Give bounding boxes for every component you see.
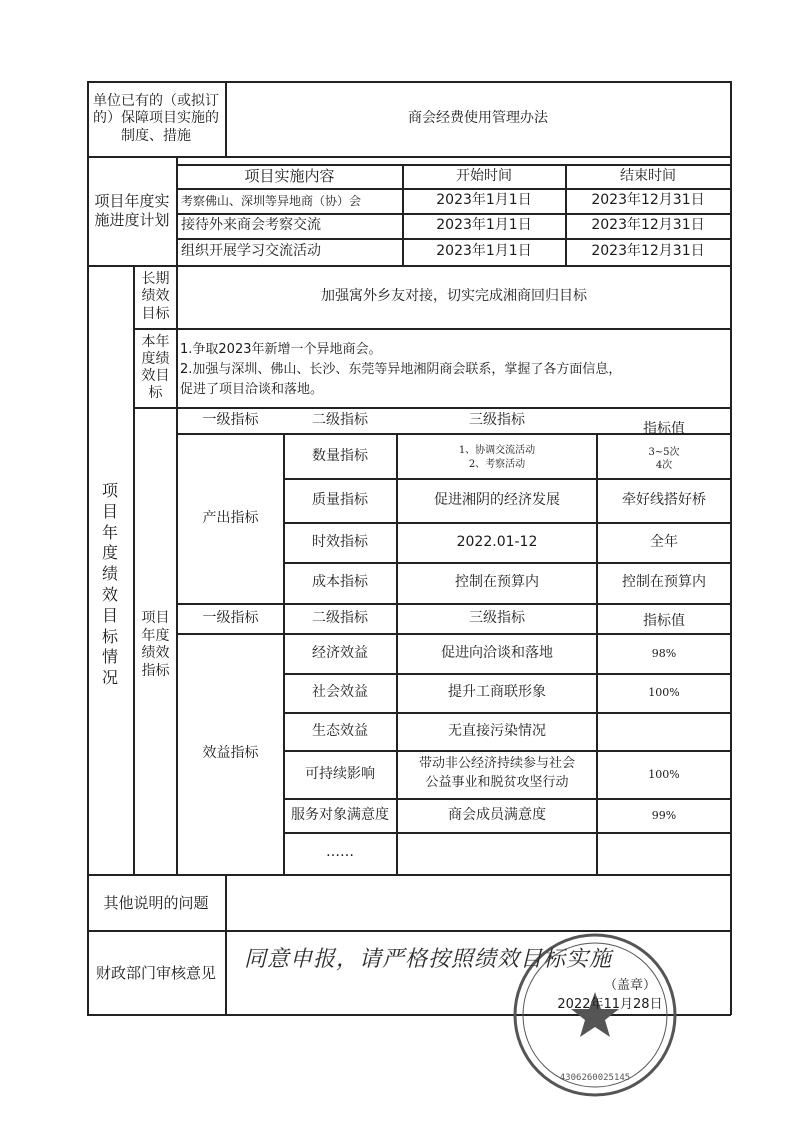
- schedule-header-start: 开始时间: [456, 167, 512, 184]
- timeliness-level2: 时效指标: [312, 533, 368, 550]
- quantity-level2: 数量指标: [312, 447, 368, 464]
- annual-goal-line: 1.争取2023年新增一个异地商会。: [180, 341, 382, 357]
- social-level3: 提升工商联形象: [448, 684, 546, 701]
- header-level3: 三级指标: [469, 411, 525, 428]
- timeliness-value: 全年: [650, 533, 678, 550]
- col-divider: [225, 874, 227, 1015]
- header-level1: 一级指标: [202, 609, 259, 626]
- schedule-row-end: 2023年12月31日: [591, 243, 705, 260]
- table-right-border: [730, 81, 732, 1015]
- col-divider: [176, 265, 178, 408]
- benefit-level1: 效益指标: [202, 745, 259, 762]
- schedule-header-content: 项目实施内容: [244, 167, 335, 186]
- table-top-border: [87, 81, 731, 83]
- quantity-value-a: 3~5次: [648, 447, 680, 459]
- review-label: 财政部门审核意见: [95, 963, 216, 982]
- social-value: 100%: [648, 686, 680, 700]
- quality-value: 牵好线搭好桥: [622, 491, 706, 508]
- cost-value: 控制在预算内: [622, 574, 706, 591]
- annual-goal-label: 本年度绩效目标: [141, 334, 170, 401]
- header-value: 指标值: [643, 612, 685, 629]
- row-divider: [133, 328, 731, 330]
- social-level2: 社会效益: [312, 684, 368, 701]
- stamp-label: （盖章）: [603, 977, 656, 993]
- sustainable-level2: 可持续影响: [305, 765, 375, 782]
- col-divider: [133, 265, 135, 875]
- quality-level3: 促进湘阴的经济发展: [434, 491, 560, 508]
- cost-level2: 成本指标: [312, 574, 368, 591]
- ellipsis-cell: ……: [326, 844, 354, 861]
- schedule-row-end: 2023年12月31日: [591, 192, 705, 209]
- quantity-level3-a: 1、协调交流活动: [458, 444, 536, 456]
- long-term-goal-value: 加强寓外乡友对接，切实完成湘商回归目标: [321, 288, 587, 305]
- schedule-row-start: 2023年1月1日: [436, 217, 532, 234]
- row-divider: [87, 265, 731, 267]
- col-divider: [402, 164, 404, 266]
- col-divider: [176, 407, 178, 875]
- row-divider: [87, 874, 731, 876]
- seal-number: 4306260025145: [559, 1073, 631, 1083]
- long-term-goal-label: 长期绩效目标: [141, 270, 170, 322]
- other-notes-value: [228, 877, 728, 929]
- header-value: 指标值: [643, 420, 685, 437]
- sustainable-level3-a: 带动非公经济持续参与社会: [418, 756, 575, 772]
- cost-level3: 控制在预算内: [455, 574, 539, 591]
- schedule-row-content: 考察佛山、深圳等异地商（协）会: [181, 193, 362, 208]
- satisfaction-value: 99%: [651, 808, 677, 822]
- economic-level3: 促进向洽谈和落地: [441, 644, 553, 661]
- quality-level2: 质量指标: [312, 491, 368, 508]
- ecological-level3: 无直接污染情况: [448, 722, 546, 739]
- indicators-side-label: 项目年度绩效指标: [141, 610, 170, 679]
- col-divider: [596, 433, 598, 875]
- annual-goal-line: 2.加强与深圳、佛山、长沙、东莞等异地湘阴商会联系，掌握了各方面信息，: [180, 361, 622, 377]
- ecological-value: [599, 714, 729, 749]
- annual-goal-line: 促进了项目洽谈和落地。: [180, 381, 324, 397]
- measures-label: 单位已有的（或拟订的）保障项目实施的制度、措施: [93, 92, 219, 144]
- header-level3: 三级指标: [469, 609, 525, 626]
- schedule-row-content: 接待外来商会考察交流: [181, 217, 321, 234]
- economic-value: 98%: [651, 646, 677, 660]
- satisfaction-level2: 服务对象满意度: [291, 806, 389, 823]
- col-divider: [565, 164, 567, 266]
- row-divider: [87, 156, 731, 158]
- col-divider: [283, 433, 285, 875]
- other-notes-label: 其他说明的问题: [103, 893, 209, 912]
- schedule-row-content: 组织开展学习交流活动: [181, 243, 321, 260]
- ecological-level2: 生态效益: [312, 722, 368, 739]
- col-divider: [176, 156, 178, 266]
- quantity-value-b: 4次: [655, 460, 673, 472]
- output-level1: 产出指标: [202, 510, 259, 527]
- schedule-row-start: 2023年1月1日: [436, 192, 532, 209]
- sustainable-level3-b: 公益事业和脱贫攻坚行动: [425, 775, 569, 791]
- header-level1: 一级指标: [202, 411, 259, 428]
- col-divider: [396, 433, 398, 875]
- sustainable-value: 100%: [648, 767, 680, 781]
- header-level2: 二级指标: [312, 411, 368, 428]
- review-date: 2022年11月28日: [557, 996, 663, 1012]
- col-divider: [225, 81, 227, 157]
- economic-level2: 经济效益: [312, 644, 368, 661]
- schedule-row-end: 2023年12月31日: [591, 217, 705, 234]
- satisfaction-level3: 商会成员满意度: [448, 806, 546, 823]
- schedule-label: 项目年度实施进度计划: [94, 192, 170, 229]
- schedule-row-start: 2023年1月1日: [436, 243, 532, 260]
- measures-value: 商会经费使用管理办法: [408, 110, 548, 127]
- handwritten-opinion: 同意申报，请严格按照绩效目标实施: [244, 947, 613, 972]
- goals-section-label: 项目年度绩效目标情况: [101, 481, 118, 688]
- schedule-header-end: 结束时间: [620, 167, 676, 184]
- quantity-level3-b: 2、考察活动: [468, 458, 526, 470]
- timeliness-level3: 2022.01-12: [456, 533, 538, 550]
- header-level2: 二级指标: [312, 609, 368, 626]
- table-left-border: [87, 81, 89, 1015]
